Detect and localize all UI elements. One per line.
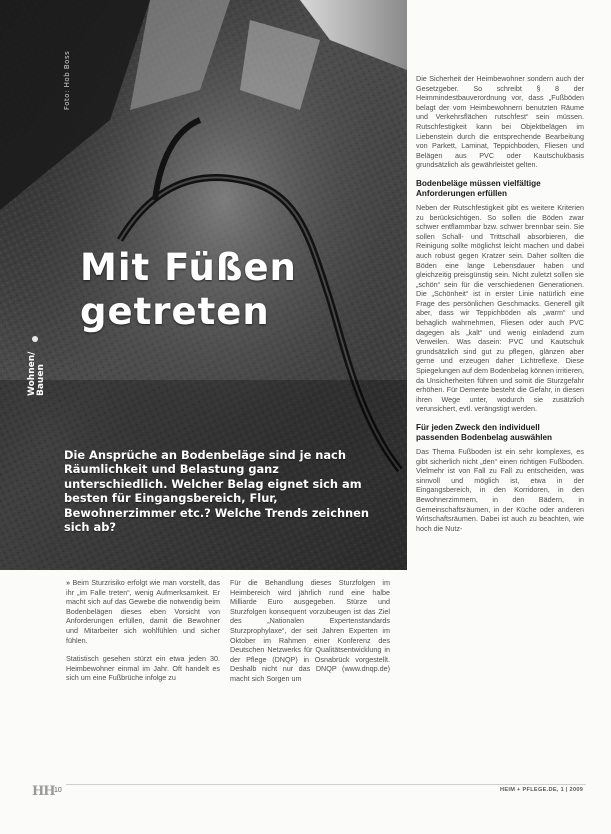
column-b bbox=[230, 578, 390, 693]
right-column bbox=[416, 74, 584, 542]
subheading-1: Bodenbeläge müssen vielfältige Anforderungen erfüllen bbox=[416, 178, 541, 198]
page-number: 10 bbox=[54, 787, 62, 794]
right-paragraph-3: Das Thema Fußboden ist ein sehr komplexes, es gibt sicherlich nicht „den“ einen richtigen Fußboden. Vielmehr ist von Fall zu Fall zu entscheiden, was sinnvoll und möglich ist, etwa in der Eingangsbereich, in den Korridoren, in den Bewohnerzimmern, in den Bädern, in Gemeinschaftsräumen, in der Küche oder anderen Wirtschaftsräumen. Dabei ist auch zu beachten, wie hoch die Nutz- bbox=[416, 447, 584, 533]
right-paragraph-2: Neben der Rutschfestigkeit gibt es weitere Kriterien zu berücksichtigen. So sollen die Böden zwar schwer entflammbar bzw. schwer brennbar sein. Sie sollen Schall- und Trittschall absorbieren, die Reinigung sollte möglichst leicht machen und dabei auch robust gegen Kratzer sein. Daher sollten die Böden eine lange Lebensdauer haben und gleichzeitig preisgünstig sein. Nicht zuletzt sollen sie „schön“ sein für die verschiedenen Generationen. Die „Schönheit“ ist in erster Linie natürlich eine Frage des persönlichen Geschmacks. Generell gilt aber, dass wir Teppichböden als „warm“ und behaglich wahrnehmen, Fliesen oder auch PVC dagegen als „kalt“ und wenig einladend zum Verweilen. Was dasein: PVC und Kautschuk grundsätzlich sind gut zu pflegen, glänzen aber gerne und erzeugen daher Lichtreflexe. Diese Spiegelungen auf dem Bodenbelag können irritieren, da Unsicherheiten führen und somit die Sturzgefahr erhöhen. Für Demente besteht die Gefahr, in diesen ihren Wege unter, wodurch sie zusätzlich verunsichert, evtl. verängstigt werden. bbox=[416, 202, 584, 414]
right-paragraph-1: Die Sicherheit der Heimbewohner sondern auch der Gesetzgeber. So schreibt § 8 der Heimmindestbauverordnung vor, dass „Fußböden belagt der vom Heimbewohnern benutzten Räume und Verkehrsflächen rutschfest“ sein müssen. Rutschfestigkeit kann bei Objektbelägen im Liebenstein durch die entsprechende Bearbeitung von Parkett, Laminat, Teppichboden, Fliesen und Belägen aus PVC oder Kautschukbasis grundsätzlich als gewährleistet gelten. bbox=[416, 74, 584, 170]
column-a-paragraph-2: Statistisch gesehen stürzt ein etwa jeden 30. Heimbewohner einmal im Jahr. Oft handelt es sich um eine Fußbrüche infolge zu bbox=[66, 654, 220, 683]
section-tag-label: Wohnen/ Bauen bbox=[27, 351, 46, 396]
column-a-paragraph-1 bbox=[66, 578, 220, 645]
column-a-text-1: Beim Sturzrisiko erfolgt wie man vorstellt, das ihr „im Falle treten“, wenig Aufmerksamkeit. Er macht sich auf das Gewebe die notwendig beim Bodenbelägen dieses eben Vorsicht von Anforderungen erfüllen, damit die Bewohner und Mitarbeiter sich wohlfühlen und sicher fühlen. bbox=[66, 578, 221, 645]
photo-credit: Foto: Hob Boss bbox=[63, 50, 71, 110]
section-dot-icon bbox=[32, 336, 38, 342]
intro-text: Die Ansprüche an Bodenbeläge sind je nach Räumlichkeit und Belastung ganz unterschiedlich. Welcher Belag eignet sich am besten für Eingangsbereich, Flur, Bewohnerzimmer etc.? Welche Trends zeichnen sich ab? bbox=[64, 448, 369, 535]
section-tag bbox=[24, 336, 46, 396]
subheading-2: Für jeden Zweck den individuell passenden Bodenbelag auswählen bbox=[416, 423, 553, 442]
column-b-paragraph-1: Für die Behandlung dieses Sturzfolgen im Heimbereich wird jährlich rund eine halbe Milliarde Euro ausgegeben. Stürze und Sturzfolgen konsequent vorzubeugen ist das Ziel des „Nationalen Expertenstandards Sturzprophylaxe“, der seit Jahren Experten im Oktober im Rahmen einer Konferenz des Deutschen Netzwerks für Qualitätsentwicklung in der Pflege (DNQP) in Osnabrück vorgestellt. Deshalb nicht nur das DNQP (www.dnqp.de) macht sich Sorgen um bbox=[230, 578, 390, 683]
footer-divider bbox=[66, 784, 586, 785]
headline: Mit Füßen getreten bbox=[80, 246, 297, 333]
footer-site: HEIM + PFLEGE.DE, 1 | 2009 bbox=[500, 787, 584, 793]
column-a bbox=[66, 578, 220, 692]
magazine-logo: HH bbox=[32, 784, 55, 799]
arrow-mark-icon: » bbox=[66, 578, 70, 587]
